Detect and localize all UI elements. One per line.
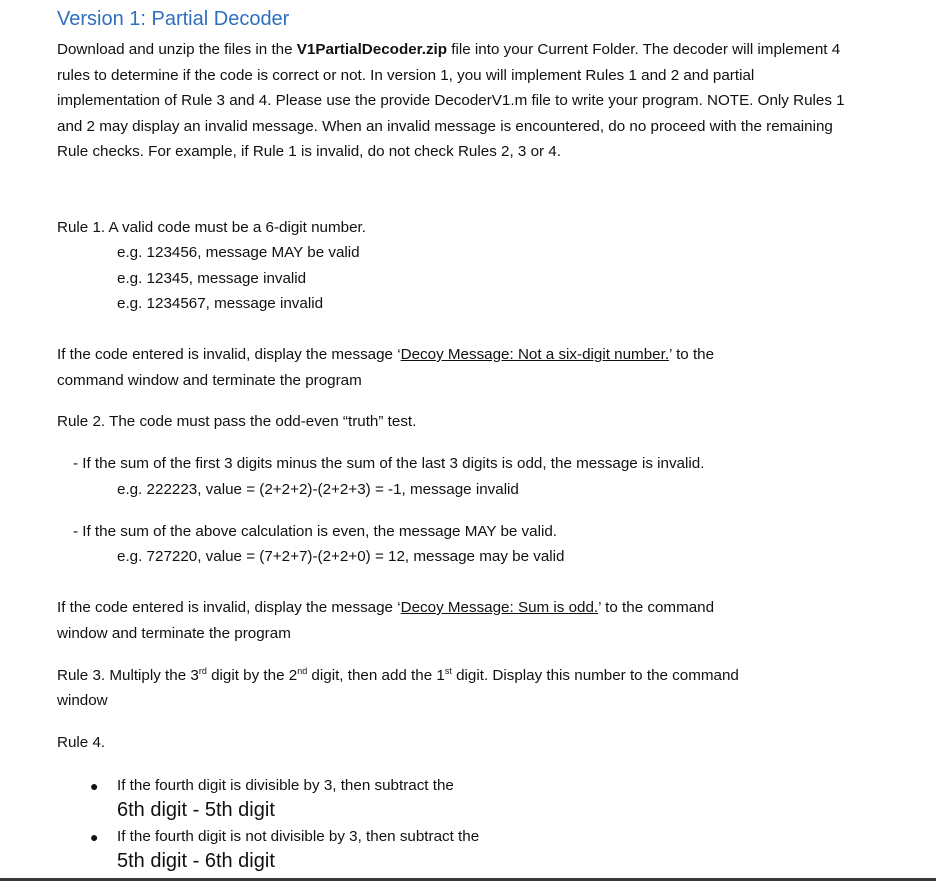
rule4-bullet-2-text: If the fourth digit is not divisible by 3, then subtract the bbox=[117, 828, 480, 845]
rule1-example-3: e.g. 1234567, message invalid bbox=[117, 295, 324, 312]
rule1-heading: Rule 1. A valid code must be a 6-digit number. bbox=[57, 219, 366, 236]
rule3-line2: window bbox=[57, 692, 108, 709]
rule1-invalid-line bbox=[57, 346, 714, 363]
rule2-invalid-line2: window and terminate the program bbox=[57, 625, 291, 642]
rule1-example-1: e.g. 123456, message MAY be valid bbox=[117, 244, 360, 261]
rule2-odd-line: - If the sum of the first 3 digits minus the sum of the last 3 digits is odd, the message is invalid. bbox=[73, 455, 705, 472]
rule2-odd-example: e.g. 222223, value = (2+2+2)-(2+2+3) = -1, message invalid bbox=[117, 481, 519, 498]
rule1-invalid-message: Decoy Message: Not a six-digit number. bbox=[400, 346, 670, 363]
rule2-invalid-pre: If the code entered is invalid, display the message ‘ bbox=[57, 599, 401, 616]
rule2-even-line: - If the sum of the above calculation is even, the message MAY be valid. bbox=[73, 523, 558, 540]
intro-text-2: file into your Current Folder. The decoder will implement 4 rules to determine if the code is correct or not. In version 1, you will implement Rules 1 and 2 and partial implementation of Rule 3 and 4. Please use the provide DecoderV1.m file to write your program. NOTE. Only Rules 1 and 2 may display an invalid message. When an invalid message is encountered, do no proceed with the remaining Rule checks. For example, if Rule 1 is invalid, do not check Rules 2, 3 or 4. bbox=[57, 41, 845, 160]
rule4-heading: Rule 4. bbox=[57, 734, 106, 751]
zip-filename: V1PartialDecoder.zip bbox=[296, 41, 448, 58]
rule2-even-example: e.g. 727220, value = (7+2+7)-(2+2+0) = 12, message may be valid bbox=[117, 548, 565, 565]
rule2-invalid-post: ’ to the command bbox=[598, 599, 715, 616]
intro-text-1: Download and unzip the files in the bbox=[57, 41, 297, 58]
rule1-invalid-pre: If the code entered is invalid, display the message ‘ bbox=[57, 346, 401, 363]
rule3-part-c: digit, then add the 1 bbox=[307, 667, 445, 684]
rule2-invalid-line bbox=[57, 599, 714, 616]
page-title: Version 1: Partial Decoder bbox=[57, 8, 290, 30]
rule4-bullet-2-dot: ● bbox=[90, 829, 99, 845]
rule1-example-2: e.g. 12345, message invalid bbox=[117, 270, 307, 287]
rule3-sup-1: rd bbox=[198, 665, 207, 676]
rule2-heading: Rule 2. The code must pass the odd-even “truth” test. bbox=[57, 413, 417, 430]
rule4-bullet-1-text: If the fourth digit is divisible by 3, then subtract the bbox=[117, 777, 454, 794]
rule3-part-d: digit. Display this number to the command bbox=[451, 667, 739, 684]
rule3-sup-3: st bbox=[444, 665, 452, 676]
rule3-sup-2: nd bbox=[297, 665, 308, 676]
rule4-bullet-2-formula: 5th digit - 6th digit bbox=[117, 850, 275, 872]
rule3-part-b: digit by the 2 bbox=[206, 667, 298, 684]
rule1-invalid-post: ’ to the bbox=[669, 346, 715, 363]
rule4-bullet-1-formula: 6th digit - 5th digit bbox=[117, 799, 275, 821]
intro-paragraph bbox=[57, 37, 847, 165]
rule3-part-a: Rule 3. Multiply the 3 bbox=[57, 667, 199, 684]
rule2-invalid-message: Decoy Message: Sum is odd. bbox=[400, 599, 599, 616]
rule4-bullet-1-dot: ● bbox=[90, 778, 99, 794]
rule1-invalid-line2: command window and terminate the program bbox=[57, 372, 362, 389]
rule3-text bbox=[57, 667, 739, 684]
